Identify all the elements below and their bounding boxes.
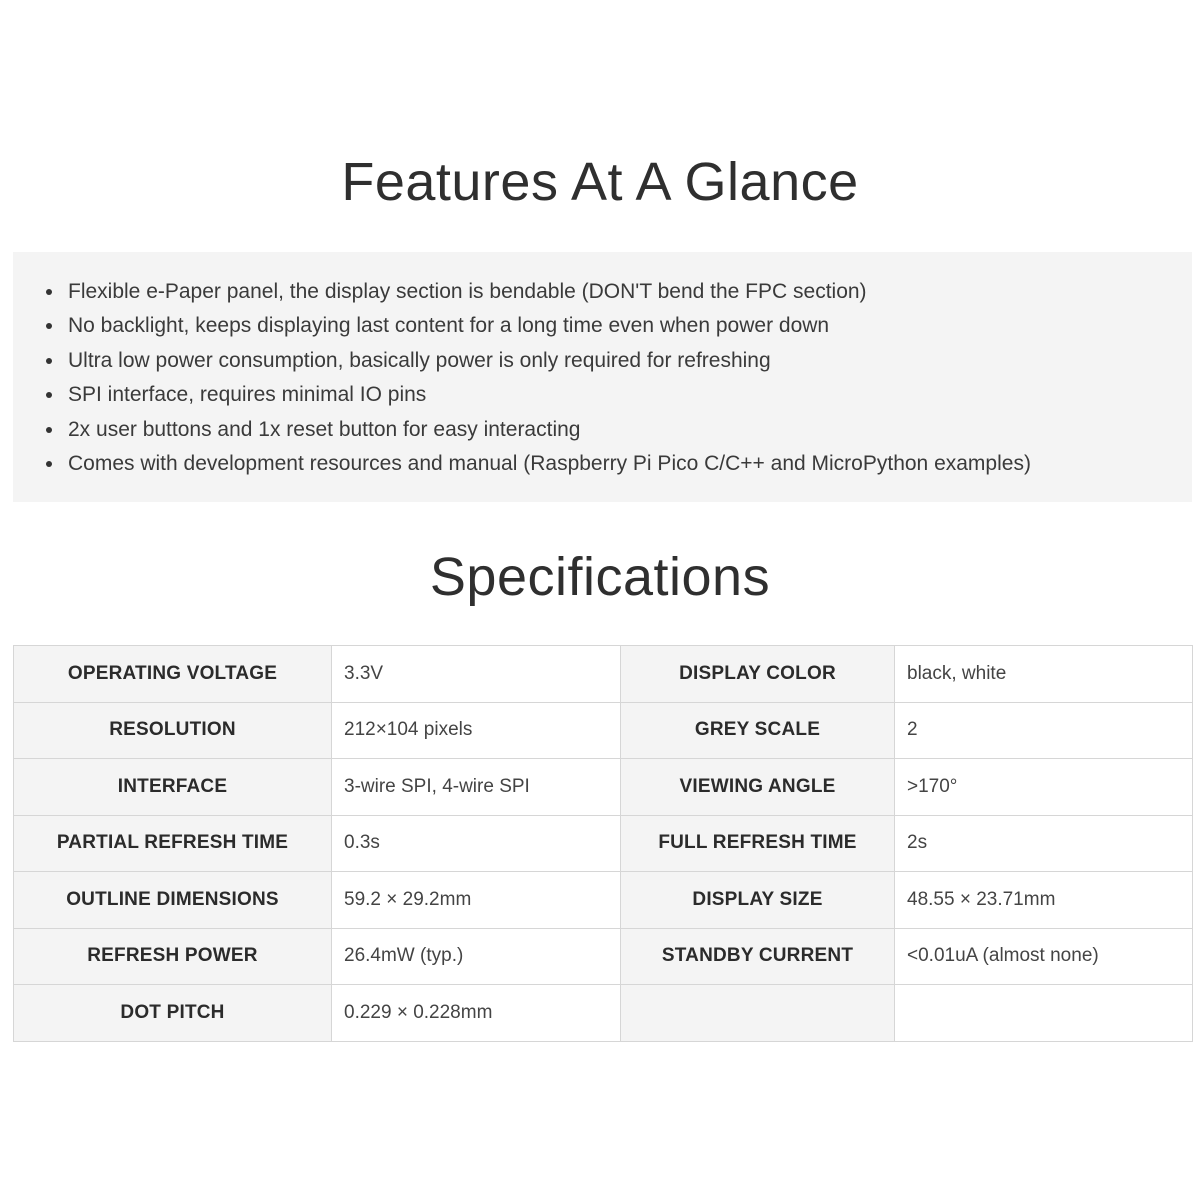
bullet-icon [46, 461, 52, 467]
spec-value: >170° [895, 759, 1193, 816]
feature-item [13, 311, 1031, 345]
specifications-table [13, 645, 1193, 1042]
table-row [14, 646, 1193, 703]
spec-label: PARTIAL REFRESH TIME [14, 815, 332, 872]
feature-text: 2x user buttons and 1x reset button for easy interacting [68, 417, 581, 441]
spec-value: 0.3s [332, 815, 621, 872]
spec-label: FULL REFRESH TIME [621, 815, 895, 872]
table-row [14, 815, 1193, 872]
spec-label: INTERFACE [14, 759, 332, 816]
spec-value: 2s [895, 815, 1193, 872]
feature-item [13, 346, 1031, 380]
feature-text: No backlight, keeps displaying last content for a long time even when power down [68, 314, 830, 338]
bullet-icon [46, 289, 52, 295]
spec-value: 3.3V [332, 646, 621, 703]
spec-value: 0.229 × 0.228mm [332, 985, 621, 1042]
features-box [13, 252, 1192, 502]
spec-label: REFRESH POWER [14, 928, 332, 985]
table-row [14, 702, 1193, 759]
spec-value: 59.2 × 29.2mm [332, 872, 621, 929]
bullet-icon [46, 358, 52, 364]
spec-label: DISPLAY COLOR [621, 646, 895, 703]
feature-text: SPI interface, requires minimal IO pins [68, 383, 427, 407]
feature-item [13, 277, 1031, 311]
spec-label: DOT PITCH [14, 985, 332, 1042]
table-row [14, 759, 1193, 816]
feature-text: Flexible e-Paper panel, the display section is bendable (DON'T bend the FPC section) [68, 280, 867, 303]
spec-label: DISPLAY SIZE [621, 872, 895, 929]
spec-value: 26.4mW (typ.) [332, 928, 621, 985]
spec-label: OPERATING VOLTAGE [14, 646, 332, 703]
feature-item [13, 449, 1031, 483]
spec-value-empty [895, 985, 1193, 1042]
bullet-icon [46, 392, 52, 398]
spec-value: 3-wire SPI, 4-wire SPI [332, 759, 621, 816]
table-row [14, 872, 1193, 929]
spec-label-empty [621, 985, 895, 1042]
feature-text: Ultra low power consumption, basically power is only required for refreshing [68, 348, 771, 372]
spec-value: black, white [895, 646, 1193, 703]
specifications-title: Specifications [429, 547, 771, 607]
table-row [14, 985, 1193, 1042]
spec-value: 2 [895, 702, 1193, 759]
feature-item [13, 415, 1031, 449]
table-row [14, 928, 1193, 985]
feature-item [13, 380, 1031, 414]
features-list [13, 277, 1031, 483]
spec-value: <0.01uA (almost none) [895, 928, 1193, 985]
bullet-icon [46, 427, 52, 433]
spec-label: VIEWING ANGLE [621, 759, 895, 816]
spec-value: 48.55 × 23.71mm [895, 872, 1193, 929]
feature-text: Comes with development resources and manual (Raspberry Pi Pico C/C++ and MicroPython examples) [68, 451, 1031, 475]
spec-label: OUTLINE DIMENSIONS [14, 872, 332, 929]
bullet-icon [46, 323, 52, 329]
spec-label: RESOLUTION [14, 702, 332, 759]
spec-label: STANDBY CURRENT [621, 928, 895, 985]
features-title: Features At A Glance [341, 152, 859, 212]
spec-label: GREY SCALE [621, 702, 895, 759]
spec-value: 212×104 pixels [332, 702, 621, 759]
